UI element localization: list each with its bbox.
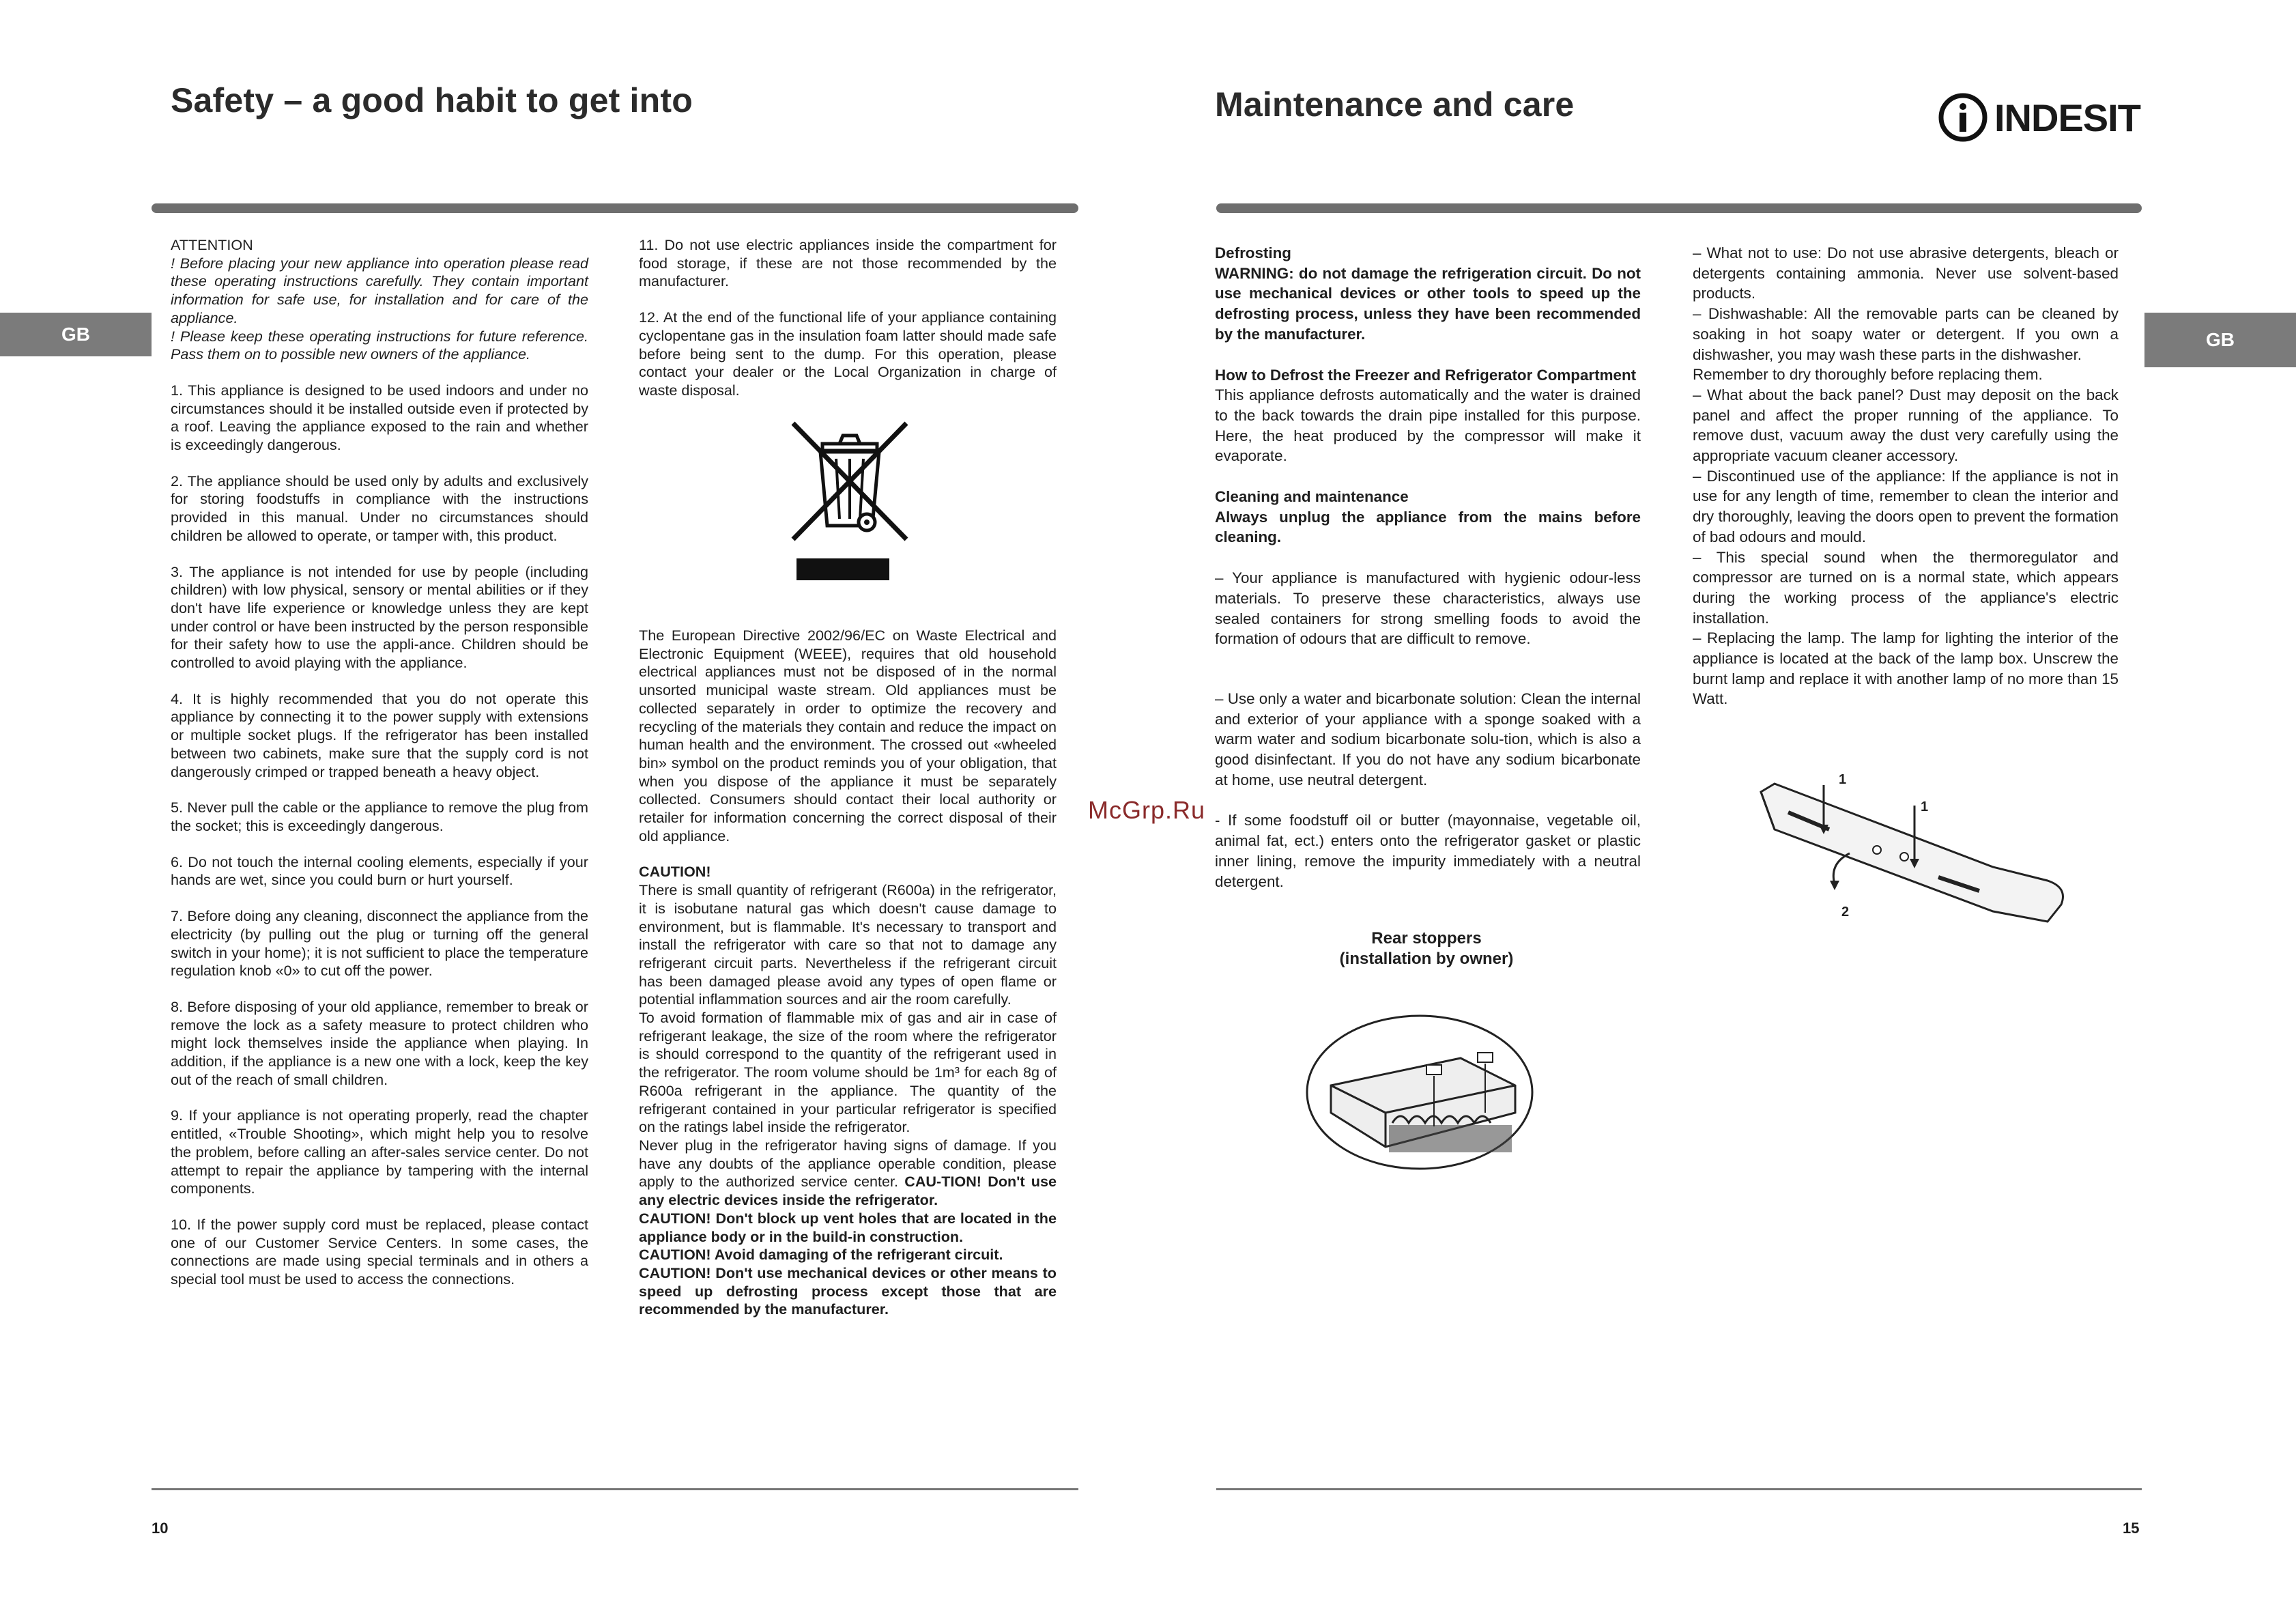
safety-item-9: 9. If your appliance is not operating properly, read the chapter entitled, «Trouble Shooting», which might help you to resolve the problem, before calling an after-sales service center. Do not attempt to repair the appliance by tampering with the internal components.: [171, 1107, 588, 1197]
left-column-2: [639, 236, 1057, 400]
right-column-2: [1693, 243, 2119, 709]
safety-item-10: 10. If the power supply cord must be replaced, please contact one of our Customer Service Centers. In some cases, the connections are made using special terminals and in others a special tool must be used to access the connections.: [171, 1215, 588, 1288]
caution-text-6-bold: CAUTION! Don't use mechanical devices or other means to speed up defrosting process except those that are recommended by the manufacturer.: [639, 1264, 1057, 1318]
maintenance-item-3: Remember to dry thoroughly before replacing them.: [1693, 366, 2043, 384]
maintenance-item-7: – Replacing the lamp. The lamp for lighting the interior of the appliance is located at the back of the lamp box. Unscrew the burnt lamp and replace it with another lamp of no more than 15 Watt.: [1693, 629, 2119, 708]
left-column-2-lower: [639, 627, 1057, 1319]
watermark: McGrp.Ru: [1088, 796, 1206, 824]
safety-item-2: 2. The appliance should be used only by adults and exclusively for storing foodstuffs in compliance with the instructions provided in this manual. Under no circumstances should children be allowed to operate, or tamper with, this product.: [171, 472, 588, 544]
intro-paragraph-1: ! Before placing your new appliance into operation please read these operating instructions carefully. They contain important information for safe use, for installation and for care of the appliance.: [171, 254, 588, 326]
right-page-title: Maintenance and care: [1215, 85, 1575, 124]
lamp-figure-label-2: 2: [1841, 905, 1850, 920]
rear-stoppers-caption: Rear stoppers (installation by owner): [1339, 929, 1514, 968]
lamp-figure-label-1a: 1: [1839, 772, 1847, 787]
caution-text-4-bold: CAUTION! Don't block up vent holes that are located in the appliance body or in the build-in construction.: [639, 1209, 1057, 1245]
brand-name: INDESIT: [1994, 96, 2140, 139]
caution-text-3b: CAU-TION! Don't use any electric devices inside the refrigerator.: [639, 1173, 1057, 1209]
caution-text-1: There is small quantity of refrigerant (R600a) in the refrigerator, it is isobutane natural gas which doesn't cause damage to environment, but is flammable. It's necessary to transport and install the refrigerator with care so that not to damage any refrigerant circuit parts. Nevertheless if the refrigerant circuit has been damaged please avoid any types of open flame or potential inflammation sources and air the room carefully.: [639, 881, 1057, 1008]
weee-crossed-bin-icon: [785, 416, 915, 587]
attention-label: ATTENTION: [171, 236, 253, 253]
safety-item-1: 1. This appliance is designed to be used indoors and under no circumstances should it be installed outside even if protected by a roof. Leaving the appliance exposed to the rain and whether is exceedingly dangerous.: [171, 381, 588, 454]
caution-text-3a: Never plug in the refrigerator having signs of damage. If you have any doubts of the appliance operable condition, please apply to the authorized service center.: [639, 1136, 1057, 1191]
caution-heading-text: CAUTION!: [639, 863, 711, 881]
maintenance-item-6: – This special sound when the thermoregulator and compressor are turned on is a normal state, which appears during the working process of the appliance's electric installation.: [1693, 548, 2119, 627]
lamp-box-figure: [1747, 765, 2075, 942]
maintenance-item-4: – What about the back panel? Dust may deposit on the back panel and affect the proper running of the appliance. To remove dust, vacuum away the dust very carefully using the appropriate vacuum cleaner accessory.: [1693, 386, 2119, 465]
cleaning-heading: [1215, 487, 1641, 507]
caution-text-5: [639, 1246, 1057, 1264]
left-footer-rule: [152, 1488, 1078, 1490]
right-title-bar: [1216, 203, 2142, 213]
safety-item-6: 6. Do not touch the internal cooling elements, especially if your hands are wet, since you could burn or hurt yourself.: [171, 853, 588, 889]
safety-item-5: 5. Never pull the cable or the appliance to remove the plug from the socket; this is exceedingly dangerous.: [171, 799, 588, 834]
cleaning-heading-text: Cleaning and maintenance: [1215, 488, 1409, 506]
caution-text-4: [639, 1210, 1057, 1246]
cleaning-item-1: – Your appliance is manufactured with hygienic odour-less materials. To preserve these characteristics, always use sealed containers for strong smelling foods to avoid the formation of odours that are difficult to remove.: [1215, 569, 1641, 648]
maintenance-item-1: – What not to use: Do not use abrasive detergents, bleach or detergents containing ammonia. Never use solvent-based products.: [1693, 244, 2119, 302]
maintenance-item-5: – Discontinued use of the appliance: If the appliance is not in use for any length of time, remember to clean the interior and dry thoroughly, leaving the doors open to prevent the formation of bad odours and mould.: [1693, 467, 2119, 545]
safety-item-8: 8. Before disposing of your old appliance, remember to break or remove the lock as a safety measure to protect children who might lock themselves inside the appliance when playing. In addition, if the appliance is a new one with a lock, keep the key out of the reach of small children.: [171, 997, 588, 1088]
howto-heading: [1215, 365, 1641, 386]
brand-logo-icon: [1937, 91, 1989, 143]
howto-heading-text: How to Defrost the Freezer and Refrigerator Compartment: [1215, 366, 1637, 384]
weee-directive-text: The European Directive 2002/96/EC on Waste Electrical and Electronic Equipment (WEEE), requires that old household electrical appliances must not be disposed of in the normal unsorted municipal waste stream. Old appliances must be collected separately in order to optimize the recovery and recycling of the materials they contain and reduce the impact on human health and the environment. The crossed out «wheeled bin» symbol on the product reminds you of your obligation, that when you dispose of the appliance it must be separately collected. Consumers should contact their local authority or retailer for information concerning the correct disposal of their old appliance.: [639, 627, 1057, 844]
safety-item-3: 3. The appliance is not intended for use by people (including children) with low physical, sensory or mental abilities or if they don't have life experience or knowledge unless they are kept under control or have been instructed by the person responsible for their safety how to use the appli-ance. Children should be controlled to avoid playing with the appliance.: [171, 563, 588, 672]
safety-item-12: 12. At the end of the functional life of your appliance containing cyclopentane gas in the insulation foam latter should made safe before being sent to the dump. For this operation, please contact your dealer or the Local Organization in charge of waste disposal.: [639, 309, 1057, 399]
cleaning-item-2: – Use only a water and bicarbonate solution: Clean the internal and exterior of your appliance with a sponge soaked with a warm water and sodium bicarbonate solu-tion, which is also a good disinfectant. If you do not have any sodium bicarbonate at home, use neutral detergent.: [1215, 689, 1641, 788]
left-column-1: [171, 236, 588, 1307]
defrost-warning-text: WARNING: do not damage the refrigeration circuit. Do not use mechanical devices or other tools to speed up the defrosting process, unless they have been recommended by the manufacturer.: [1215, 264, 1641, 343]
left-page-title: Safety – a good habit to get into: [171, 81, 693, 119]
intro-paragraph-2: ! Please keep these operating instructions for future reference. Pass them on to possible new owners of the appliance.: [171, 327, 588, 363]
safety-item-11: 11. Do not use electric appliances inside the compartment for food storage, if these are not those recommended by the manufacturer.: [639, 236, 1057, 290]
safety-item-7: 7. Before doing any cleaning, disconnect the appliance from the electricity (by pulling out the plug or turning off the general switch in your home); it is not sufficient to place the temperature regulation knob «0» to cut off the power.: [171, 907, 588, 980]
cleaning-unplug-notice: [1215, 507, 1641, 547]
maintenance-item-2: – Dishwashable: All the removable parts can be cleaned by soaking in hot soapy water or detergent. If you own a dishwasher, you may wash these parts in the dishwasher.: [1693, 305, 2119, 363]
brand-logo: [1937, 91, 2140, 143]
right-column-1: [1215, 243, 1641, 912]
defrosting-heading-text: Defrosting: [1215, 244, 1291, 261]
left-language-tab: GB: [0, 313, 152, 356]
defrost-warning: [1215, 264, 1641, 345]
lamp-figure-label-1b: 1: [1921, 799, 1929, 814]
howto-text: This appliance defrosts automatically and the water is drained to the back towards the drain pipe installed for this purpose. Here, the heat produced by the compressor will make it evaporate.: [1215, 386, 1641, 465]
right-language-tab: GB: [2144, 313, 2296, 367]
right-footer-rule: [1216, 1488, 2142, 1490]
caution-heading: [639, 863, 1057, 881]
safety-item-4: 4. It is highly recommended that you do not operate this appliance by connecting it to the power supply with extensions or multiple socket plugs. If the refrigerator has been installed between two cabinets, make sure that the supply cord is not dangerously crimped or trapped beneath a heavy object.: [171, 689, 588, 780]
caution-text-6: [639, 1264, 1057, 1319]
cleaning-unplug-text: Always unplug the appliance from the mains before cleaning.: [1215, 508, 1641, 546]
right-page-number: 15: [2123, 1520, 2140, 1537]
cleaning-item-3: - If some foodstuff oil or butter (mayonnaise, vegetable oil, animal fat, ect.) enters onto the refrigerator gasket or plastic inner lining, remove the impurity immediately with a neutral detergent.: [1215, 812, 1641, 890]
left-page-number: 10: [152, 1520, 169, 1537]
defrosting-heading: [1215, 243, 1641, 264]
rear-stoppers-figure: [1304, 1010, 1536, 1174]
caution-text-2: To avoid formation of flammable mix of gas and air in case of refrigerant leakage, the size of the room where the refrigerator is should correspond to the quantity of the refrigerant used in the refrigerator. The room volume should be 1m³ for each 8g of R600a refrigerant in the appliance. The quantity of the refrigerant contained in your particular refrigerator is specified on the ratings label inside the refrigerator.: [639, 1009, 1057, 1136]
left-title-bar: [152, 203, 1078, 213]
caution-text-3: [639, 1137, 1057, 1210]
caution-text-5-bold: CAUTION! Avoid damaging of the refrigerant circuit.: [639, 1246, 1003, 1264]
